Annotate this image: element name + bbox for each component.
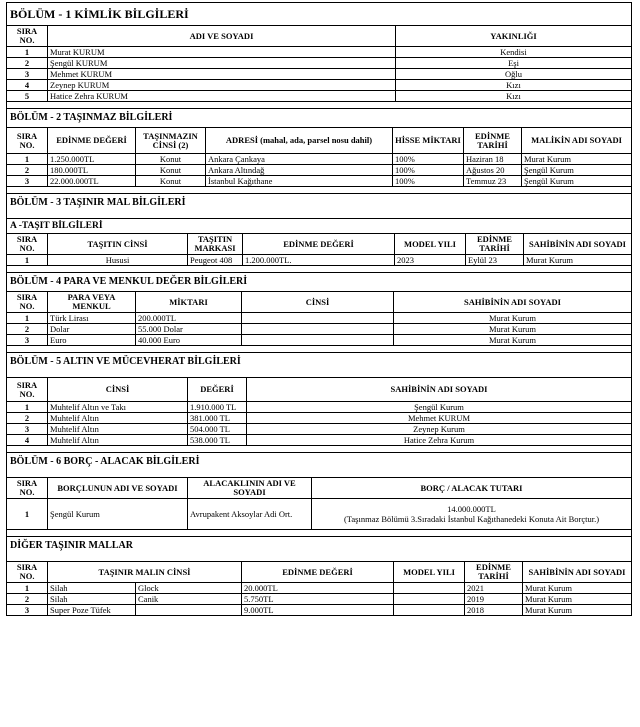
date: 2021 xyxy=(465,583,523,594)
value: 20.000TL xyxy=(242,583,394,594)
address: Ankara Altındağ xyxy=(206,165,393,176)
date: Ağustos 20 xyxy=(464,165,522,176)
owner: Hatice Zehra Kurum xyxy=(247,435,632,446)
col-tutar: BORÇ / ALACAK TUTARI xyxy=(312,478,632,499)
row-no: 2 xyxy=(7,58,48,69)
owner: Murat Kurum xyxy=(394,335,632,346)
row-no: 3 xyxy=(7,176,48,187)
asset-brand: Glock xyxy=(136,583,242,594)
creditor: Avrupakent Aksoylar Adi Ort. xyxy=(188,499,312,530)
owner: Zeynep Kurum xyxy=(247,424,632,435)
date: 2019 xyxy=(465,594,523,605)
section-6-title: BÖLÜM - 6 BORÇ - ALACAK BİLGİLERİ xyxy=(6,452,632,471)
amount-note: (Taşınmaz Bölümü 3.Sıradaki İstanbul Kağıthanedeki Konuta Ait Borçtur.) xyxy=(343,514,600,524)
col-adi-soyadi: ADI VE SOYADI xyxy=(48,26,396,47)
model-year xyxy=(394,583,465,594)
date: Eylül 23 xyxy=(466,255,524,266)
asset-kind: Super Poze Tüfek xyxy=(48,605,136,616)
section-1-title: BÖLÜM - 1 KİMLİK BİLGİLERİ xyxy=(6,2,632,25)
col-model-yili: MODEL YILI xyxy=(394,562,465,583)
col-cinsi: CİNSİ xyxy=(242,292,394,313)
table-row xyxy=(7,165,632,176)
amount-cell xyxy=(312,499,632,530)
value: 1.910.000 TL xyxy=(188,402,247,413)
relation: Oğlu xyxy=(396,69,632,80)
row-no: 1 xyxy=(7,313,48,324)
col-edinme-tarihi: EDİNME TARİHİ xyxy=(465,562,523,583)
table-row xyxy=(7,255,632,266)
asset-kind: Silah xyxy=(48,594,136,605)
kind xyxy=(242,335,394,346)
owner: Murat Kurum xyxy=(524,255,632,266)
relation: Kızı xyxy=(396,91,632,102)
value: 1.250.000TL xyxy=(48,154,136,165)
type: Konut xyxy=(136,154,206,165)
table-row xyxy=(7,69,632,80)
row-no: 2 xyxy=(7,165,48,176)
kind: Muhtelif Altın xyxy=(48,413,188,424)
col-edinme-tarihi: EDİNME TARİHİ xyxy=(464,128,522,154)
owner: Murat Kurum xyxy=(394,313,632,324)
section-4-title: BÖLÜM - 4 PARA VE MENKUL DEĞER BİLGİLERİ xyxy=(6,272,632,291)
row-no: 4 xyxy=(7,435,48,446)
owner: Murat Kurum xyxy=(523,583,632,594)
currency: Dolar xyxy=(48,324,136,335)
value: 22.000.000TL xyxy=(48,176,136,187)
section-5-title: BÖLÜM - 5 ALTIN VE MÜCEVHERAT BİLGİLERİ xyxy=(6,352,632,371)
section-2-title: BÖLÜM - 2 TAŞINMAZ BİLGİLERİ xyxy=(6,108,632,127)
col-tasit-markasi: TAŞITIN MARKASI xyxy=(188,234,243,255)
col-para-menkul: PARA VEYA MENKUL xyxy=(48,292,136,313)
owner: Mehmet KURUM xyxy=(247,413,632,424)
type: Konut xyxy=(136,176,206,187)
table-row xyxy=(7,499,632,530)
row-no: 1 xyxy=(7,402,48,413)
value: 1.200.000TL. xyxy=(243,255,395,266)
share: 100% xyxy=(393,176,464,187)
table-row xyxy=(7,605,632,616)
relation: Kızı xyxy=(396,80,632,91)
table-row xyxy=(7,176,632,187)
kind: Muhtelif Altın xyxy=(48,435,188,446)
col-hisse: HİSSE MİKTARI xyxy=(393,128,464,154)
row-no: 1 xyxy=(7,255,48,266)
col-edinme-degeri: EDİNME DEĞERİ xyxy=(243,234,395,255)
row-no: 3 xyxy=(7,69,48,80)
table-row xyxy=(7,80,632,91)
col-tasit-cinsi: TAŞITIN CİNSİ xyxy=(48,234,188,255)
amount: 14.000.000TL xyxy=(447,504,496,514)
table-row xyxy=(7,313,632,324)
col-sahibi: SAHİBİNİN ADI SOYADI xyxy=(394,292,632,313)
col-sira-no: SIRA NO. xyxy=(7,478,48,499)
kind: Muhtelif Altın xyxy=(48,424,188,435)
asset-brand: Canik xyxy=(136,594,242,605)
model-year xyxy=(394,594,465,605)
address: İstanbul Kağıthane xyxy=(206,176,393,187)
col-borclu: BORÇLUNUN ADI VE SOYADI xyxy=(48,478,188,499)
real-estate-table xyxy=(6,127,632,187)
model-year: 2023 xyxy=(395,255,466,266)
col-sira-no: SIRA NO. xyxy=(7,378,48,402)
currency: Türk Lirası xyxy=(48,313,136,324)
col-tasinir-cinsi: TAŞINIR MALIN CİNSİ xyxy=(48,562,242,583)
debtor: Şengül Kurum xyxy=(48,499,188,530)
row-no: 1 xyxy=(7,583,48,594)
vehicle-table xyxy=(6,233,632,266)
vehicle-subsection-title: A -TAŞIT BİLGİLERİ xyxy=(6,218,632,233)
owner: Şengül Kurum xyxy=(522,176,632,187)
row-no: 3 xyxy=(7,605,48,616)
col-malik: MALİKİN ADI SOYADI xyxy=(522,128,632,154)
person-name: Mehmet KURUM xyxy=(48,69,396,80)
col-cinsi: CİNSİ xyxy=(48,378,188,402)
share: 100% xyxy=(393,154,464,165)
relation: Eşi xyxy=(396,58,632,69)
section-3-title: BÖLÜM - 3 TAŞINIR MAL BİLGİLERİ xyxy=(6,193,632,212)
owner: Murat Kurum xyxy=(523,594,632,605)
row-no: 3 xyxy=(7,424,48,435)
table-row xyxy=(7,435,632,446)
value: 504.000 TL xyxy=(188,424,247,435)
amount: 40.000 Euro xyxy=(136,335,242,346)
row-no: 1 xyxy=(7,47,48,58)
share: 100% xyxy=(393,165,464,176)
kind xyxy=(242,313,394,324)
date: Haziran 18 xyxy=(464,154,522,165)
col-alacakli: ALACAKLININ ADI VE SOYADI xyxy=(188,478,312,499)
table-row xyxy=(7,402,632,413)
row-no: 1 xyxy=(7,154,48,165)
row-no: 4 xyxy=(7,80,48,91)
col-sira-no: SIRA NO. xyxy=(7,128,48,154)
col-adres: ADRESİ (mahal, ada, parsel nosu dahil) xyxy=(206,128,393,154)
col-sira-no: SIRA NO. xyxy=(7,562,48,583)
col-degeri: DEĞERİ xyxy=(188,378,247,402)
money-table xyxy=(6,291,632,346)
model-year xyxy=(394,605,465,616)
col-miktari: MİKTARI xyxy=(136,292,242,313)
owner: Murat Kurum xyxy=(522,154,632,165)
person-name: Şengül KURUM xyxy=(48,58,396,69)
other-assets-table xyxy=(6,561,632,616)
asset-declaration-document xyxy=(6,2,632,616)
relation: Kendisi xyxy=(396,47,632,58)
table-row xyxy=(7,335,632,346)
asset-brand xyxy=(136,605,242,616)
person-name: Hatice Zehra KURUM xyxy=(48,91,396,102)
col-sahibi: SAHİBİNİN ADI SOYADI xyxy=(247,378,632,402)
col-edinme-degeri: EDİNME DEĞERİ xyxy=(242,562,394,583)
gold-table xyxy=(6,377,632,446)
person-name: Murat KURUM xyxy=(48,47,396,58)
vehicle-brand: Peugeot 408 xyxy=(188,255,243,266)
owner: Şengül Kurum xyxy=(522,165,632,176)
col-edinme-tarihi: EDİNME TARİHİ xyxy=(466,234,524,255)
date: Temmuz 23 xyxy=(464,176,522,187)
col-sira-no: SIRA NO. xyxy=(7,292,48,313)
value: 5.750TL xyxy=(242,594,394,605)
col-sira-no: SIRA NO. xyxy=(7,26,48,47)
value: 9.000TL xyxy=(242,605,394,616)
col-sahibi: SAHİBİNİN ADI SOYADI xyxy=(523,562,632,583)
col-sira-no: SIRA NO. xyxy=(7,234,48,255)
amount: 55.000 Dolar xyxy=(136,324,242,335)
owner: Murat Kurum xyxy=(523,605,632,616)
row-no: 2 xyxy=(7,594,48,605)
value: 180.000TL xyxy=(48,165,136,176)
type: Konut xyxy=(136,165,206,176)
table-row xyxy=(7,324,632,335)
kind xyxy=(242,324,394,335)
identity-table xyxy=(6,25,632,102)
col-sahibi: SAHİBİNİN ADI SOYADI xyxy=(524,234,632,255)
row-no: 5 xyxy=(7,91,48,102)
table-row xyxy=(7,47,632,58)
currency: Euro xyxy=(48,335,136,346)
debt-table xyxy=(6,477,632,530)
table-row xyxy=(7,594,632,605)
row-no: 2 xyxy=(7,413,48,424)
date: 2018 xyxy=(465,605,523,616)
kind: Muhtelif Altın ve Takı xyxy=(48,402,188,413)
col-model-yili: MODEL YILI xyxy=(395,234,466,255)
table-row xyxy=(7,424,632,435)
row-no: 1 xyxy=(7,499,48,530)
value: 538.000 TL xyxy=(188,435,247,446)
col-edinme-degeri: EDİNME DEĞERİ xyxy=(48,128,136,154)
table-row xyxy=(7,154,632,165)
section-7-title: DİĞER TAŞINIR MALLAR xyxy=(6,536,632,555)
person-name: Zeynep KURUM xyxy=(48,80,396,91)
row-no: 3 xyxy=(7,335,48,346)
table-row xyxy=(7,413,632,424)
value: 381.000 TL xyxy=(188,413,247,424)
col-yakinligi: YAKINLIĞI xyxy=(396,26,632,47)
table-row xyxy=(7,583,632,594)
asset-kind: Silah xyxy=(48,583,136,594)
col-tasinmaz-cinsi: TAŞINMAZIN CİNSİ (2) xyxy=(136,128,206,154)
table-row xyxy=(7,91,632,102)
row-no: 2 xyxy=(7,324,48,335)
vehicle-type: Hususi xyxy=(48,255,188,266)
amount: 200.000TL xyxy=(136,313,242,324)
table-row xyxy=(7,58,632,69)
owner: Murat Kurum xyxy=(394,324,632,335)
address: Ankara Çankaya xyxy=(206,154,393,165)
owner: Şengül Kurum xyxy=(247,402,632,413)
